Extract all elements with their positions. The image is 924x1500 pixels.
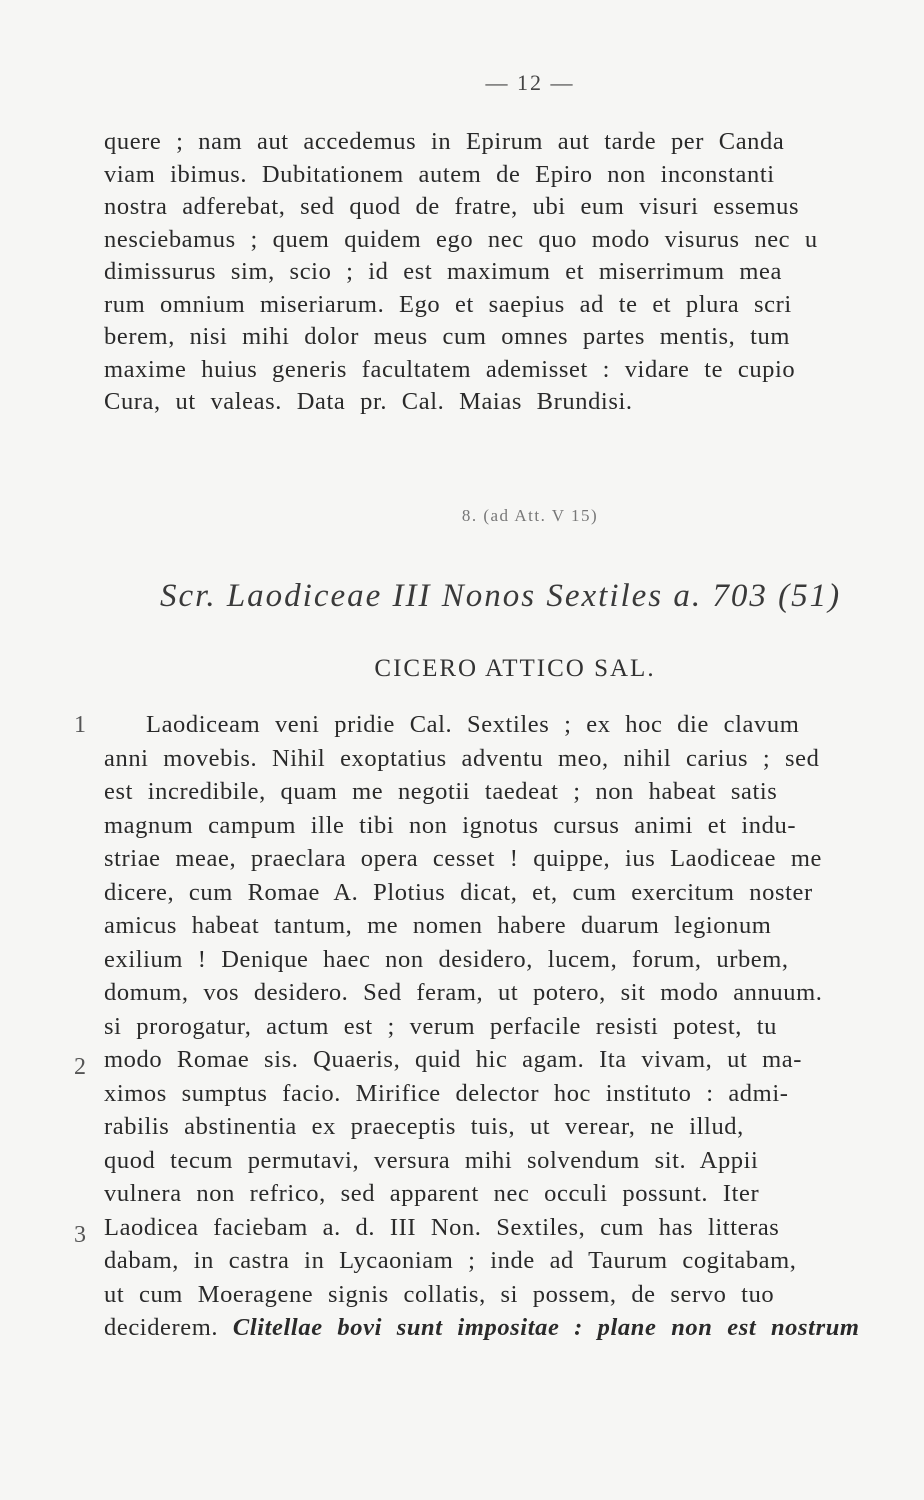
text-line: domum, vos desidero. Sed feram, ut potero, sit modo annuum. — [104, 979, 823, 1006]
text-line: nostra adferebat, sed quod de fratre, ubi eum visuri essemus — [104, 193, 800, 220]
text-line: exilium ! Denique haec non desidero, lucem, forum, urbem, — [104, 945, 789, 973]
text-line: quod tecum permutavi, versura mihi solvendum sit. Appii — [104, 1146, 759, 1174]
text-line: berem, nisi mihi dolor meus cum omnes partes mentis, tum — [104, 323, 791, 350]
emphasized-phrase: Clitellae bovi sunt impositae : plane non est nostrum — [232, 1314, 860, 1341]
text-line: striae meae, praeclara opera cesset ! quippe, ius Laodiceae me — [104, 845, 822, 872]
text-line: Laodicea faciebam a. d. III Non. Sextiles, cum has litteras — [104, 1213, 780, 1241]
letter-salutation: CICERO ATTICO SAL. — [374, 655, 656, 682]
text-line: maxime huius generis facultatem ademisset : vidare te cupio — [104, 355, 796, 383]
text-line: dicere, cum Romae A. Plotius dicat, et, cum exercitum noster — [104, 878, 813, 906]
text-line: Cura, ut valeas. Data pr. Cal. Maias Brundisi. — [104, 388, 633, 415]
text-line-last — [104, 1311, 924, 1345]
text-line: vulnera non refrico, sed apparent nec occuli possunt. Iter — [104, 1180, 760, 1207]
text-line: magnum campum ille tibi non ignotus cursus animi et indu- — [104, 811, 797, 839]
page-number: — 12 — — [485, 70, 575, 95]
text-line: ximos sumptus facio. Mirifice delector hoc instituto : admi- — [104, 1079, 789, 1107]
previous-letter-text — [104, 126, 924, 419]
text-line: Laodiceam veni pridie Cal. Sextiles ; ex hoc die clavum — [146, 711, 800, 738]
text-line: anni movebis. Nihil exoptatius adventu meo, nihil carius ; sed — [104, 744, 820, 772]
text-line-start: deciderem. — [104, 1314, 219, 1341]
text-line: rabilis abstinentia ex praeceptis tuis, ut verear, ne illud, — [104, 1113, 744, 1140]
text-line: si prorogatur, actum est ; verum perfacile resisti potest, tu — [104, 1012, 777, 1040]
text-line: quere ; nam aut accedemus in Epirum aut tarde per Canda — [104, 128, 785, 155]
text-line: amicus habeat tantum, me nomen habere duarum legionum — [104, 912, 772, 939]
text-line: dimissurus sim, scio ; id est maximum et miserrimum mea — [104, 258, 782, 285]
text-line: rum omnium miseriarum. Ego et saepius ad te et plura scri — [104, 290, 792, 318]
text-line: ut cum Moeragene signis collatis, si possem, de servo tuo — [104, 1280, 775, 1308]
text-line: dabam, in castra in Lycaoniam ; inde ad Taurum cogitabam, — [104, 1247, 797, 1274]
letter-reference: 8. (ad Att. V 15) — [461, 506, 599, 525]
text-line: modo Romae sis. Quaeris, quid hic agam. Ita vivam, ut ma- — [104, 1046, 802, 1073]
section-number: 2 — [74, 1054, 86, 1080]
section-number: 1 — [74, 712, 86, 738]
text-line: viam ibimus. Dubitationem autem de Epiro non inconstanti — [104, 160, 775, 188]
text-line: est incredibile, quam me negotii taedeat ; non habeat satis — [104, 778, 778, 805]
letter-dateline: Scr. Laodiceae III Nonos Sextiles a. 703 (51) — [160, 578, 842, 614]
letter-body — [104, 708, 924, 1345]
section-number: 3 — [74, 1222, 86, 1248]
text-line: nesciebamus ; quem quidem ego nec quo modo visurus nec u — [104, 225, 818, 253]
